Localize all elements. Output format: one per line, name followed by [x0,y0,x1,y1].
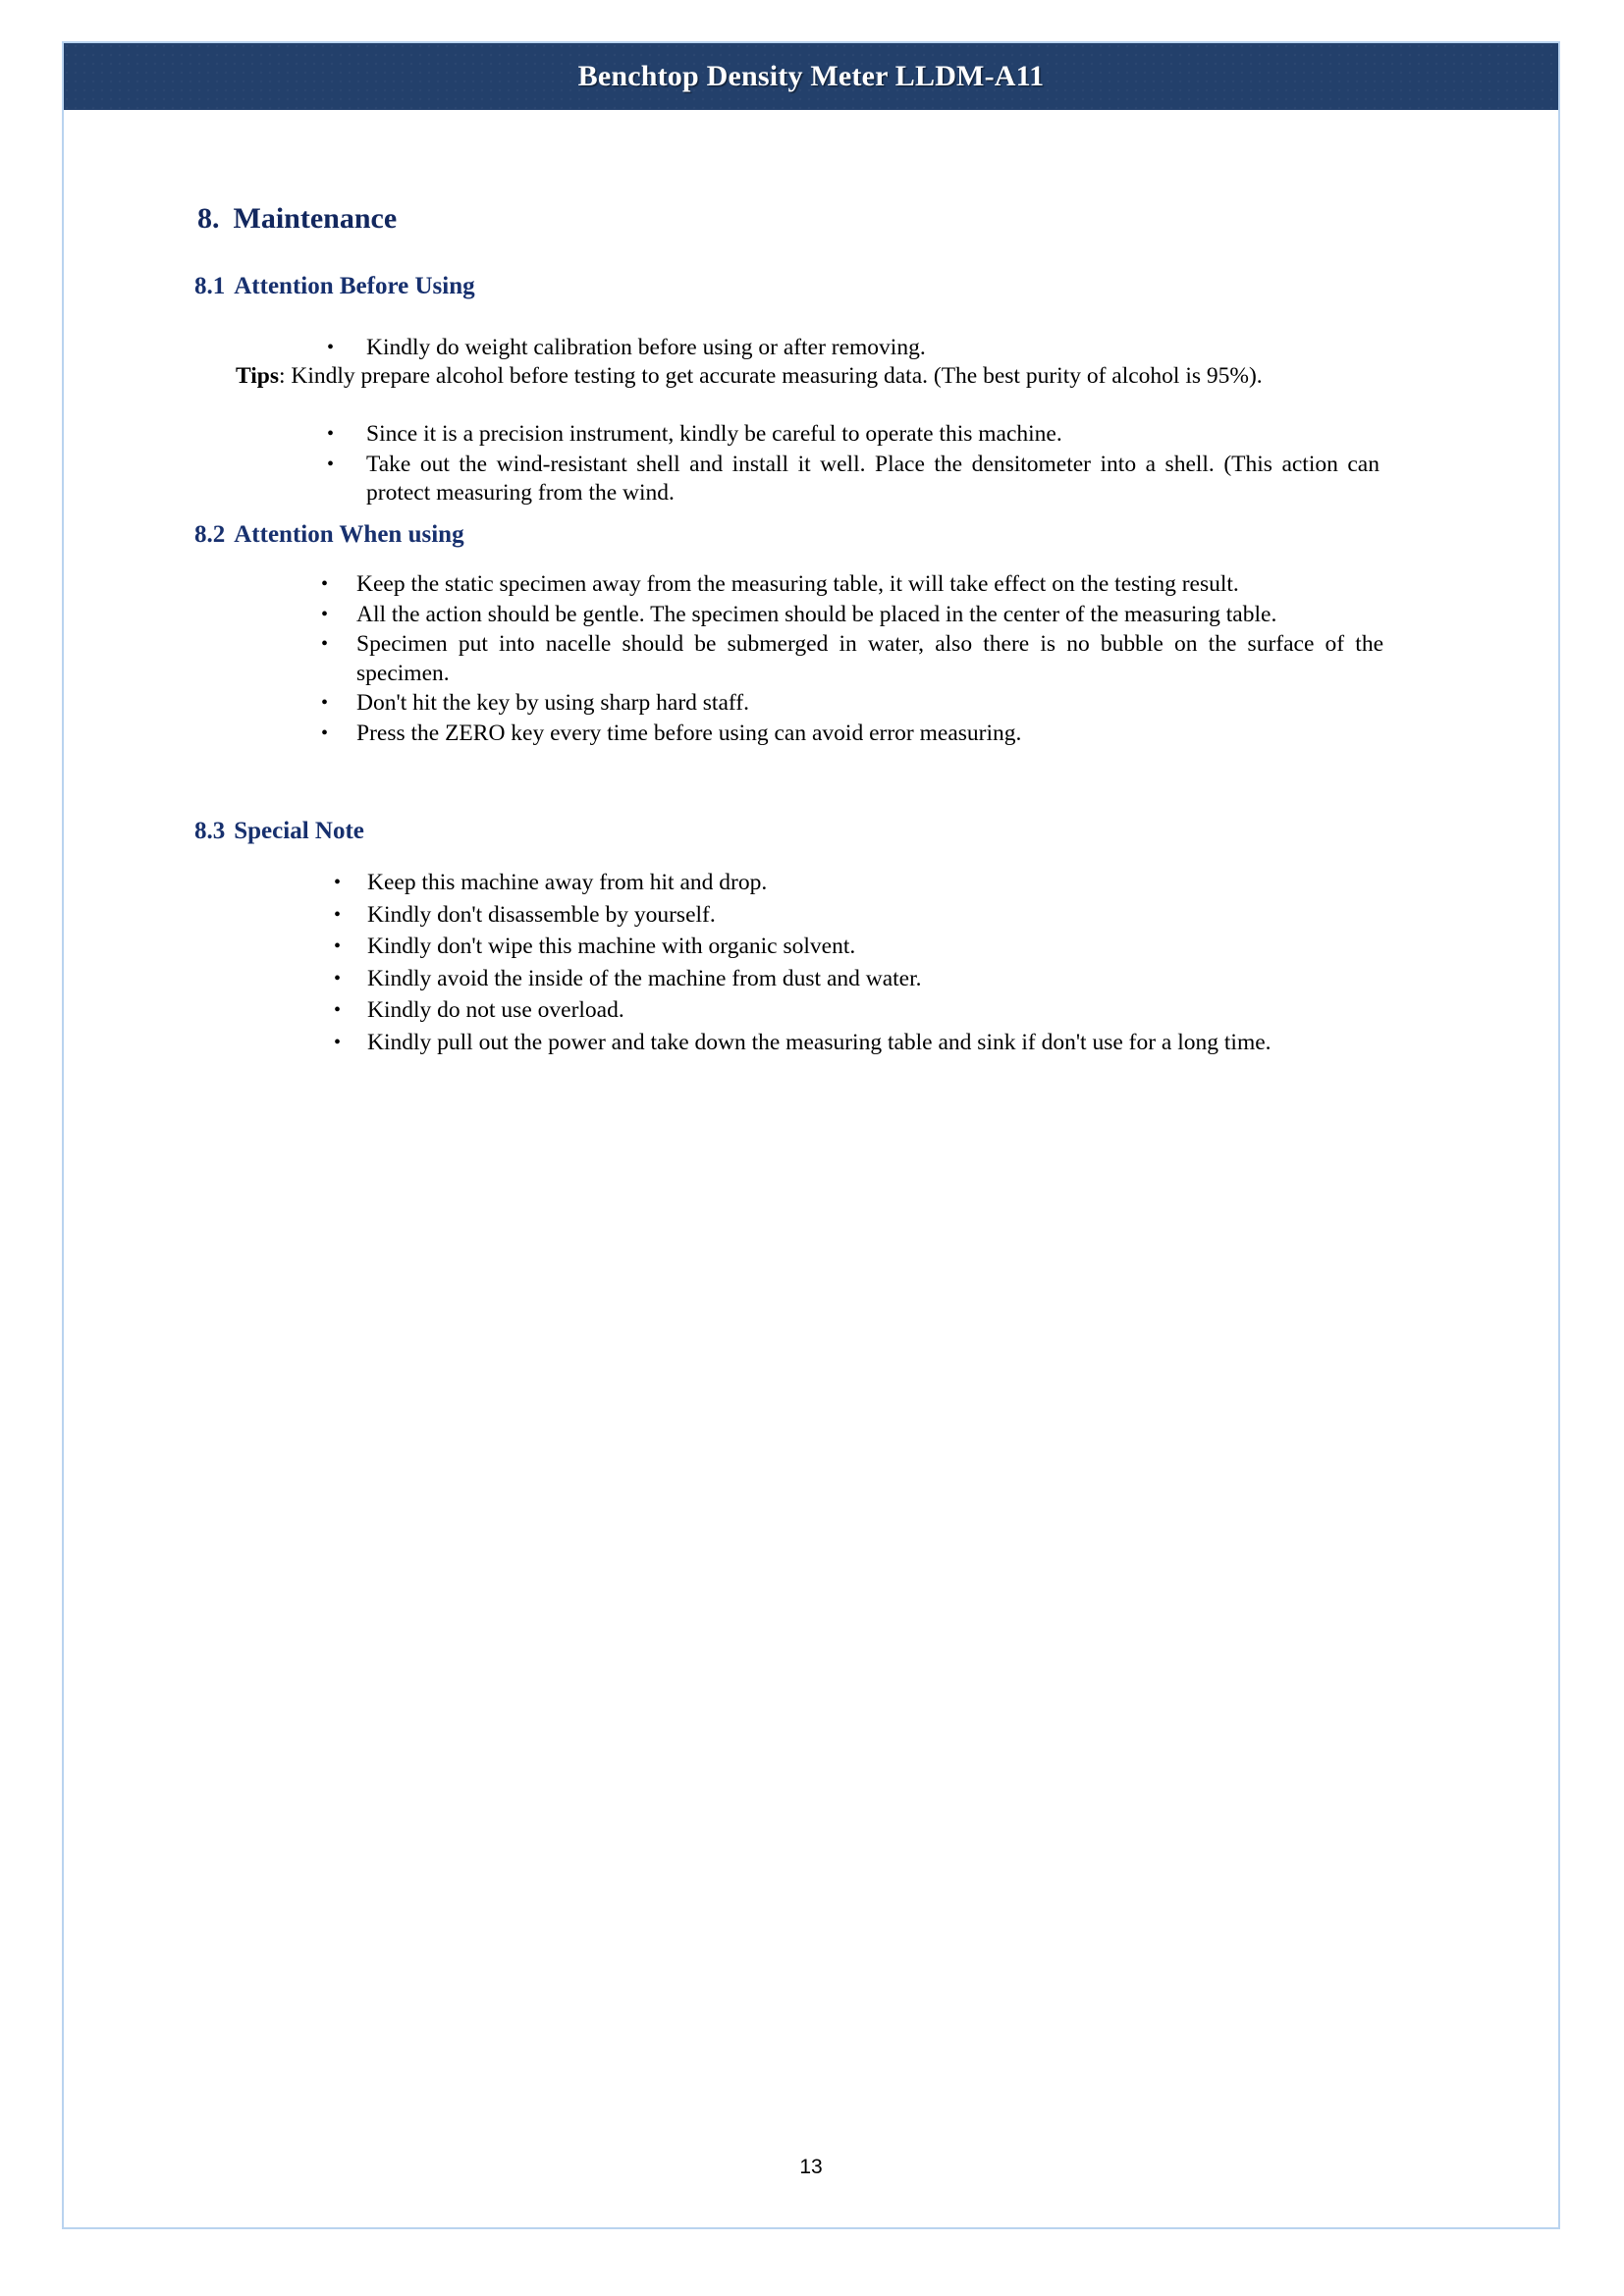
list-item-text: Keep the static specimen away from the measuring table, it will take effect on the testing result. [356,571,1239,597]
subsection-title: Attention Before Using [234,273,475,299]
bullet-icon: • [334,967,342,989]
subsection-number: 8.1 [194,273,226,299]
section-title: Maintenance [233,202,398,235]
list-item-text: Press the ZERO key every time before using can avoid error measuring. [356,720,1022,746]
bullet-icon: • [327,337,335,358]
list-item-text: All the action should be gentle. The specimen should be placed in the center of the measuring table. [356,601,1277,627]
list-item [321,570,1383,600]
list-item [334,869,1382,898]
subsection-number: 8.3 [194,818,226,844]
section-number: 8. [197,202,220,235]
subsection-heading-8-2 [194,521,464,549]
bullet-icon: • [321,573,329,595]
bullet-icon: • [334,872,342,893]
list-item [327,334,1380,363]
bullet-list-8-1-after-tips [327,420,1380,509]
list-item-text: Don't hit the key by using sharp hard staff. [356,690,749,716]
subsection-heading-8-1 [194,273,475,300]
subsection-title: Special Note [234,818,364,844]
tips-paragraph [236,362,1380,392]
bullet-icon: • [334,935,342,957]
list-item-text: Kindly don't wipe this machine with organic solvent. [367,934,856,959]
list-item-text: Kindly do not use overload. [367,997,624,1023]
bullet-icon: • [321,692,329,714]
list-item [321,601,1383,630]
tips-label: Tips [236,363,279,389]
list-item [334,965,1382,994]
page-frame [62,41,1560,2229]
list-item-text: Kindly pull out the power and take down the measuring table and sink if don't use for a long time. [367,1029,1272,1055]
bullet-icon: • [321,721,329,744]
list-item [327,420,1380,450]
section-heading-8 [197,202,397,236]
document-title: Benchtop Density Meter LLDM-A11 [577,60,1045,92]
subsection-number: 8.2 [194,521,226,548]
bullet-list-8-3 [334,869,1382,1060]
list-item [327,451,1380,508]
list-item [321,689,1383,719]
list-item [321,630,1383,688]
bullet-icon: • [327,423,335,445]
list-item-text: Kindly don't disassemble by yourself. [367,901,716,928]
bullet-list-8-2 [321,570,1383,749]
bullet-icon: • [334,903,342,926]
list-item-text: Take out the wind-resistant shell and install it well. Place the densitometer into a shell. (This action can protect measuring from the wind. [366,451,1380,506]
list-item-text: Kindly do weight calibration before using or after removing. [366,335,926,360]
page-header-banner [64,43,1558,110]
subsection-heading-8-3 [194,818,364,845]
bullet-icon: • [334,999,342,1021]
list-item-text: Keep this machine away from hit and drop. [367,870,768,895]
tips-text: : Kindly prepare alcohol before testing to get accurate measuring data. (The best purity of alcohol is 95%). [279,363,1263,389]
list-item-text: Specimen put into nacelle should be submerged in water, also there is no bubble on the surface of the specimen. [356,631,1383,686]
subsection-title: Attention When using [234,521,464,548]
page-number: 13 [799,2156,823,2178]
list-item [334,1029,1382,1058]
list-item [334,901,1382,931]
list-item [334,996,1382,1026]
page-content [64,110,1558,2227]
bullet-icon: • [321,603,329,625]
list-item [321,720,1383,749]
list-item [334,933,1382,962]
bullet-list-8-1-before-tips [327,334,1380,363]
bullet-icon: • [327,453,335,475]
list-item-text: Kindly avoid the inside of the machine from dust and water. [367,965,922,991]
list-item-text: Since it is a precision instrument, kindly be careful to operate this machine. [366,421,1062,447]
bullet-icon: • [334,1031,342,1053]
bullet-icon: • [321,633,329,655]
